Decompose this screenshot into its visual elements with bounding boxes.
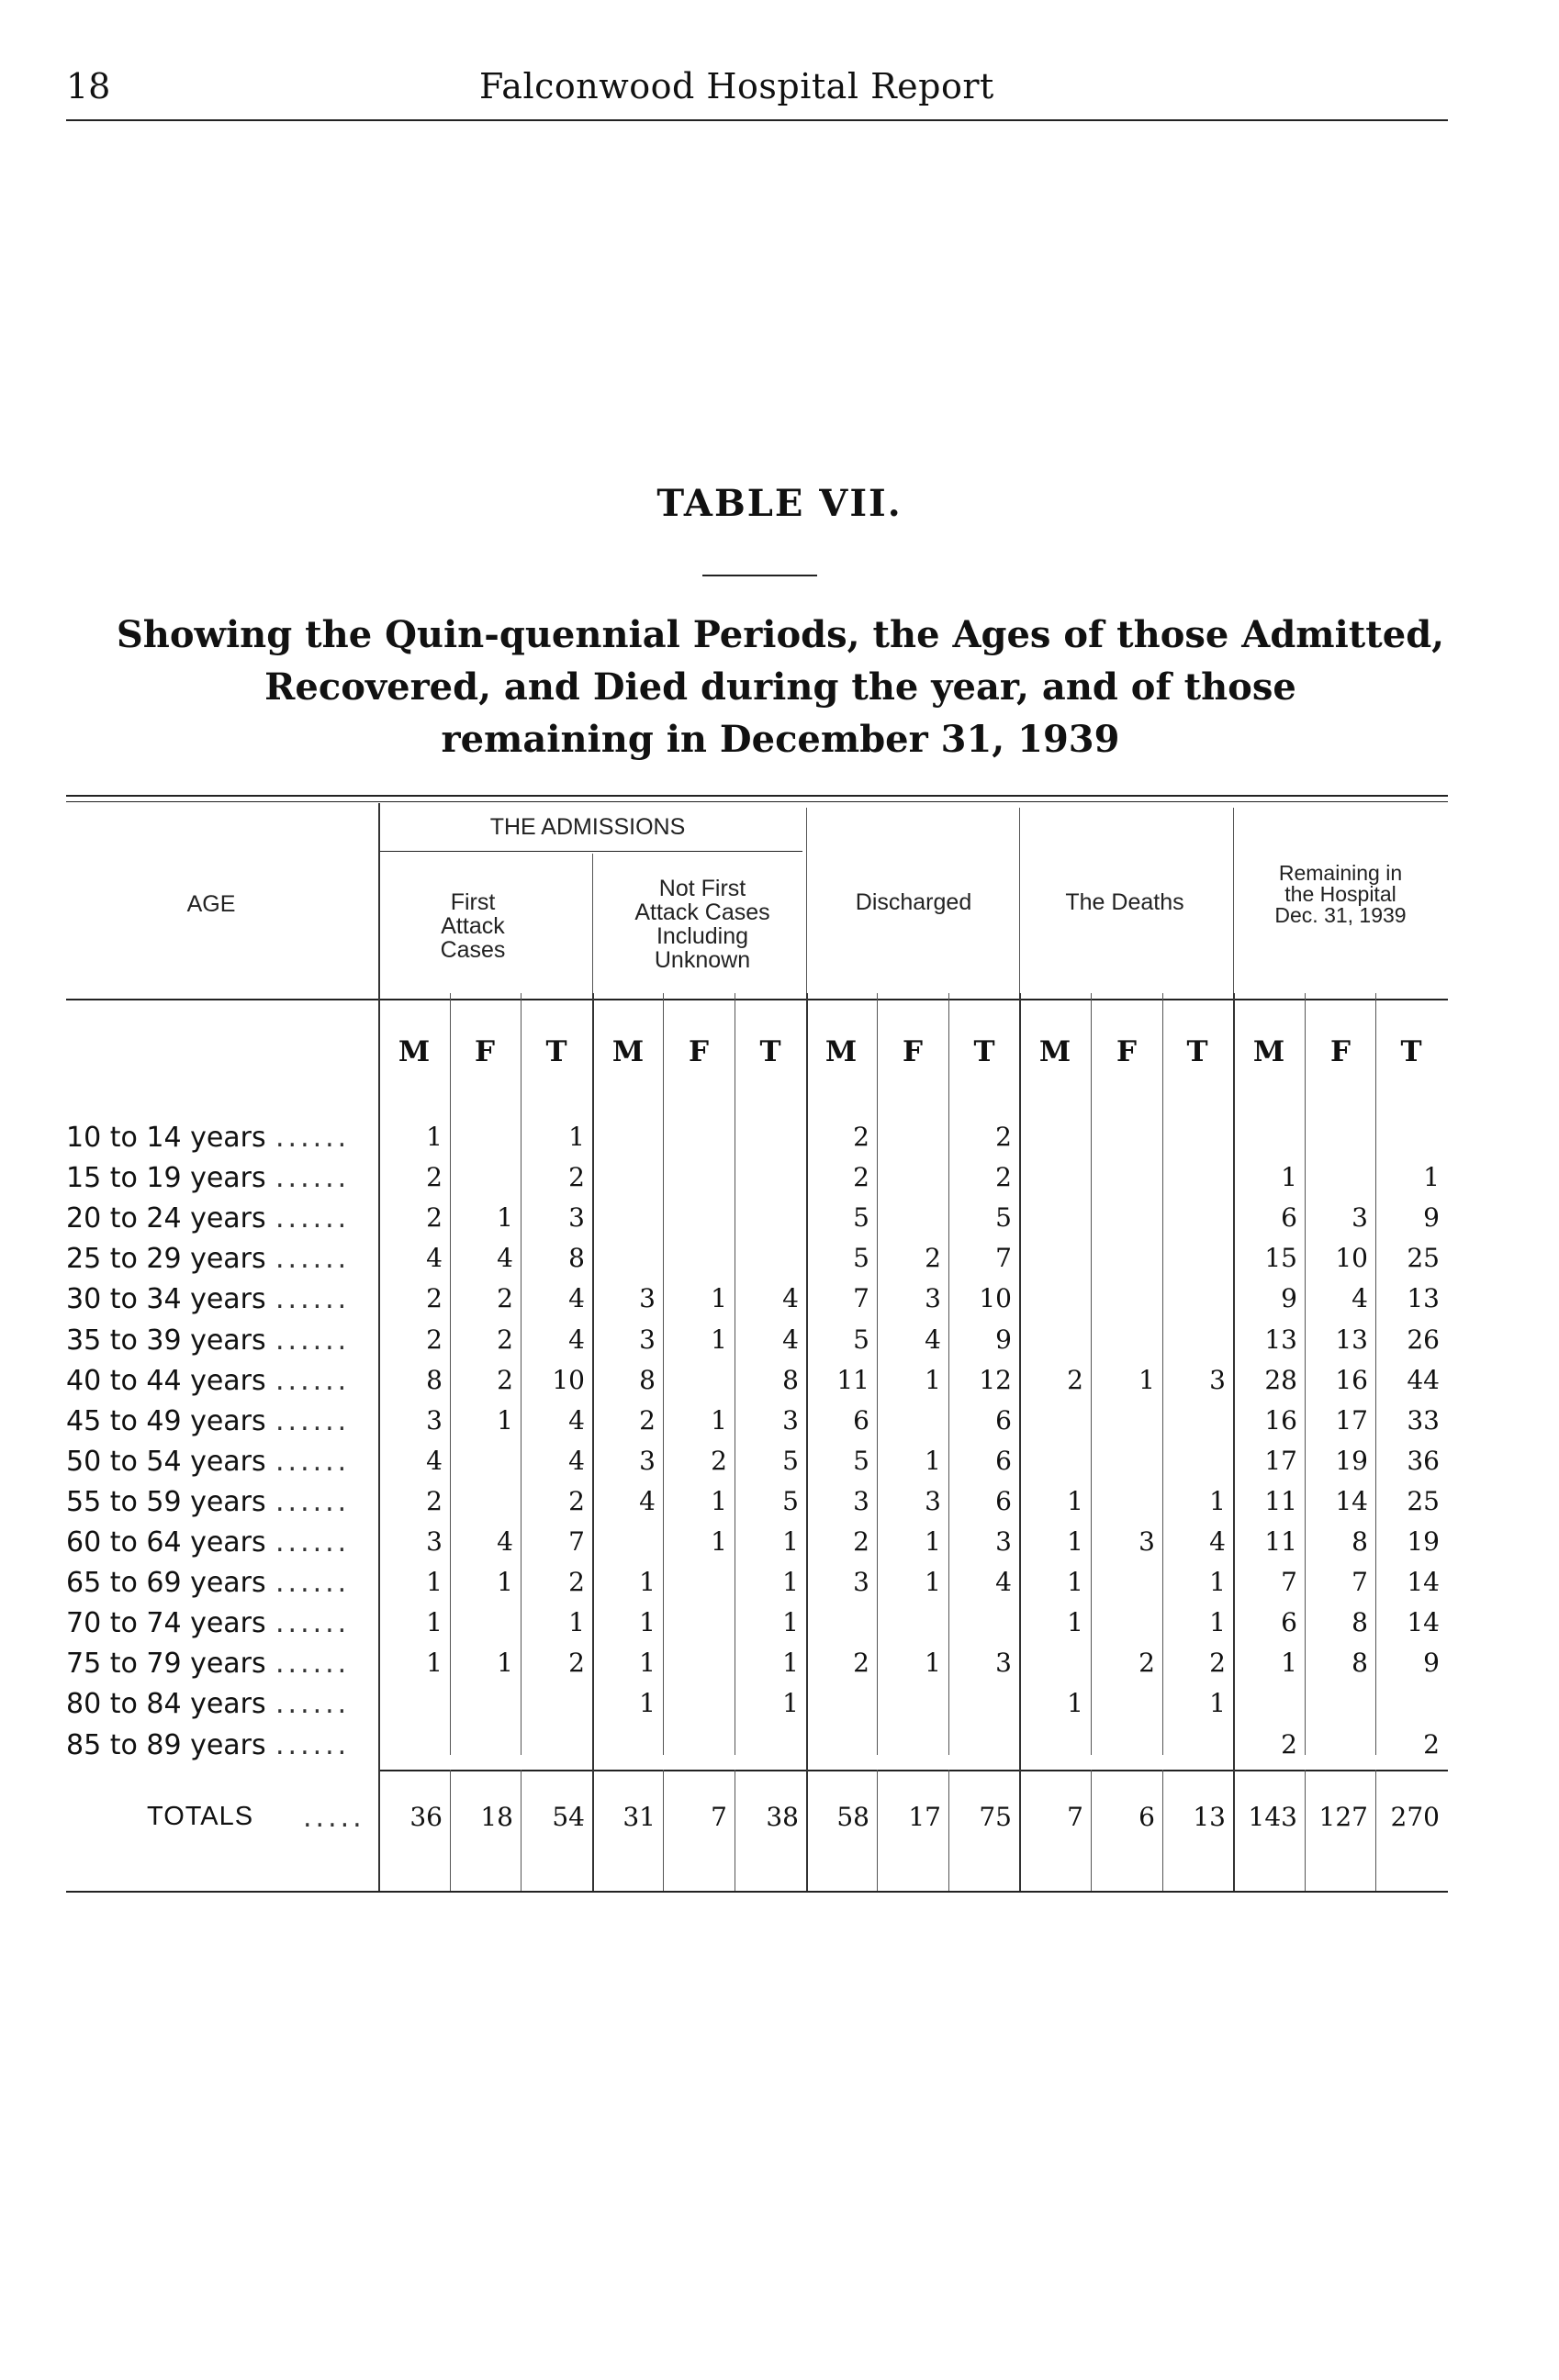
age-group-label: 40 to 44 years — [66, 1365, 266, 1397]
total-cell: 36 — [409, 1802, 443, 1832]
table-cell: 4 — [497, 1243, 513, 1273]
table-cell: 1 — [426, 1648, 443, 1678]
total-cell: 75 — [979, 1802, 1012, 1832]
table-cell: 1 — [639, 1567, 656, 1597]
table-cell: 2 — [568, 1567, 585, 1597]
total-cell: 127 — [1318, 1802, 1368, 1832]
table-cell: 3 — [853, 1567, 869, 1597]
sub-column-label: T — [759, 1035, 781, 1068]
sub-column-label: T — [973, 1035, 995, 1068]
table-cell: 2 — [853, 1122, 869, 1152]
table-cell: 4 — [782, 1324, 799, 1355]
table-cell: 6 — [995, 1446, 1012, 1476]
table-cell: 1 — [925, 1567, 941, 1597]
table-row — [0, 1365, 1559, 1405]
table-row — [0, 1405, 1559, 1446]
table-cell: 8 — [568, 1243, 585, 1273]
table-cell: 1 — [925, 1365, 941, 1395]
table-cell: 5 — [995, 1202, 1012, 1233]
age-group-label: 70 to 74 years — [66, 1607, 266, 1639]
table-cell: 1 — [1067, 1607, 1083, 1637]
leader-dots: ...... — [275, 1162, 351, 1194]
table-cell: 3 — [639, 1446, 656, 1476]
table-cell: 33 — [1407, 1405, 1440, 1436]
header-line: Cases — [440, 937, 506, 963]
table-cell: 15 — [1264, 1243, 1297, 1273]
table-cell: 2 — [1138, 1648, 1155, 1678]
total-cell: 6 — [1138, 1802, 1155, 1832]
age-group-label: 50 to 54 years — [66, 1446, 266, 1478]
table-cell: 1 — [1067, 1486, 1083, 1516]
age-group-label: 45 to 49 years — [66, 1405, 266, 1437]
age-group-label: 15 to 19 years — [66, 1162, 266, 1194]
table-cell: 1 — [711, 1283, 727, 1313]
header-line: Attack — [441, 913, 505, 939]
discharged-header: Discharged — [855, 889, 972, 915]
table-cell: 2 — [426, 1202, 443, 1233]
header-divider — [806, 808, 807, 999]
table-cell: 3 — [1352, 1202, 1368, 1233]
table-cell: 1 — [497, 1202, 513, 1233]
sub-column-label: F — [688, 1035, 709, 1068]
table-cell: 10 — [1335, 1243, 1368, 1273]
table-cell: 1 — [1067, 1688, 1083, 1718]
table-cell: 10 — [552, 1365, 585, 1395]
table-cell: 6 — [995, 1486, 1012, 1516]
table-subtitle — [101, 609, 1460, 765]
table-cell: 2 — [1209, 1648, 1226, 1678]
table-cell: 3 — [568, 1202, 585, 1233]
age-group-label: 20 to 24 years — [66, 1202, 266, 1235]
leader-dots: ...... — [275, 1405, 351, 1437]
subtitle-line: Recovered, and Died during the year, and of those — [264, 665, 1296, 709]
table-cell: 4 — [925, 1324, 941, 1355]
table-cell: 8 — [782, 1365, 799, 1395]
age-group-label: 60 to 64 years — [66, 1526, 266, 1559]
totals-label: TOTALS — [147, 1802, 254, 1831]
table-cell: 6 — [995, 1405, 1012, 1436]
table-cell: 3 — [1138, 1526, 1155, 1557]
not-first-attack-header — [606, 877, 799, 972]
table-cell: 2 — [426, 1162, 443, 1192]
page-number: 18 — [66, 66, 111, 106]
remaining-header — [1239, 863, 1441, 926]
leader-dots: ...... — [275, 1365, 351, 1397]
header-line: Including — [656, 923, 749, 949]
table-cell: 3 — [426, 1405, 443, 1436]
header-divider — [1019, 808, 1020, 999]
table-row — [0, 1688, 1559, 1728]
table-cell: 11 — [1264, 1526, 1297, 1557]
sub-column-label: M — [824, 1035, 858, 1068]
table-cell: 19 — [1407, 1526, 1440, 1557]
table-row — [0, 1607, 1559, 1648]
table-cell: 3 — [426, 1526, 443, 1557]
table-cell: 25 — [1407, 1486, 1440, 1516]
table-title: TABLE VII. — [656, 482, 903, 525]
age-header: AGE — [186, 891, 236, 917]
table-row — [0, 1446, 1559, 1486]
table-cell: 7 — [1352, 1567, 1368, 1597]
leader-dots: ...... — [275, 1729, 351, 1761]
table-cell: 1 — [1209, 1607, 1226, 1637]
table-cell: 9 — [1281, 1283, 1297, 1313]
table-cell: 4 — [426, 1243, 443, 1273]
total-cell: 17 — [908, 1802, 941, 1832]
age-group-label: 75 to 79 years — [66, 1648, 266, 1680]
table-cell: 2 — [853, 1162, 869, 1192]
table-cell: 2 — [426, 1324, 443, 1355]
table-cell: 4 — [568, 1324, 585, 1355]
table-cell: 36 — [1407, 1446, 1440, 1476]
table-cell: 14 — [1407, 1567, 1440, 1597]
table-cell: 1 — [1067, 1526, 1083, 1557]
table-cell: 1 — [426, 1567, 443, 1597]
table-cell: 2 — [995, 1122, 1012, 1152]
table-cell: 2 — [497, 1283, 513, 1313]
table-cell: 17 — [1335, 1405, 1368, 1436]
title-divider — [702, 575, 817, 576]
table-cell: 1 — [1281, 1162, 1297, 1192]
age-group-label: 80 to 84 years — [66, 1688, 266, 1720]
leader-dots: ...... — [275, 1486, 351, 1518]
table-cell: 8 — [1352, 1648, 1368, 1678]
leader-dots: ..... — [303, 1802, 365, 1834]
table-cell: 5 — [853, 1202, 869, 1233]
table-cell: 9 — [1423, 1202, 1440, 1233]
table-row — [0, 1283, 1559, 1324]
table-cell: 2 — [853, 1526, 869, 1557]
total-cell: 7 — [711, 1802, 727, 1832]
table-cell: 13 — [1335, 1324, 1368, 1355]
header-line: Unknown — [654, 947, 751, 973]
table-cell: 1 — [568, 1122, 585, 1152]
table-cell: 7 — [1281, 1567, 1297, 1597]
table-cell: 1 — [782, 1567, 799, 1597]
table-cell: 1 — [1209, 1567, 1226, 1597]
header-bottom-rule — [66, 999, 1448, 1000]
table-cell: 1 — [497, 1567, 513, 1597]
age-group-label: 25 to 29 years — [66, 1243, 266, 1275]
first-attack-header — [404, 890, 542, 962]
admissions-rule — [378, 851, 802, 852]
sub-column-label: M — [611, 1035, 645, 1068]
age-group-label: 85 to 89 years — [66, 1729, 266, 1761]
table-cell: 4 — [1352, 1283, 1368, 1313]
table-cell: 6 — [853, 1405, 869, 1436]
table-cell: 2 — [568, 1648, 585, 1678]
table-cell: 9 — [1423, 1648, 1440, 1678]
table-cell: 3 — [925, 1283, 941, 1313]
header-divider — [592, 854, 593, 999]
table-cell: 14 — [1335, 1486, 1368, 1516]
table-cell: 14 — [1407, 1607, 1440, 1637]
header-line: Not First — [658, 876, 746, 901]
table-row — [0, 1526, 1559, 1567]
table-cell: 3 — [639, 1324, 656, 1355]
table-cell: 1 — [639, 1607, 656, 1637]
table-cell: 4 — [782, 1283, 799, 1313]
leader-dots: ...... — [275, 1122, 351, 1154]
leader-dots: ...... — [275, 1648, 351, 1680]
leader-dots: ...... — [275, 1688, 351, 1720]
table-cell: 7 — [995, 1243, 1012, 1273]
table-cell: 10 — [979, 1283, 1012, 1313]
header-divider — [1233, 808, 1234, 999]
leader-dots: ...... — [275, 1202, 351, 1235]
table-cell: 8 — [1352, 1526, 1368, 1557]
table-cell: 4 — [568, 1446, 585, 1476]
table-cell: 19 — [1335, 1446, 1368, 1476]
table-cell: 2 — [1423, 1729, 1440, 1760]
table-row — [0, 1324, 1559, 1365]
table-cell: 2 — [497, 1365, 513, 1395]
table-top-rule-inner — [66, 801, 1448, 802]
table-cell: 4 — [568, 1405, 585, 1436]
table-cell: 1 — [1423, 1162, 1440, 1192]
table-cell: 1 — [426, 1607, 443, 1637]
table-cell: 1 — [711, 1526, 727, 1557]
table-cell: 1 — [1281, 1648, 1297, 1678]
table-cell: 3 — [995, 1648, 1012, 1678]
table-cell: 11 — [1264, 1486, 1297, 1516]
table-cell: 1 — [1209, 1486, 1226, 1516]
table-cell: 2 — [853, 1648, 869, 1678]
table-cell: 2 — [925, 1243, 941, 1273]
sub-column-label: T — [1186, 1035, 1208, 1068]
header-line: First — [450, 889, 496, 915]
total-cell: 143 — [1248, 1802, 1297, 1832]
table-cell: 16 — [1335, 1365, 1368, 1395]
table-cell: 5 — [853, 1243, 869, 1273]
table-row — [0, 1486, 1559, 1526]
table-cell: 1 — [1209, 1688, 1226, 1718]
page-header — [66, 62, 1448, 121]
leader-dots: ...... — [275, 1283, 351, 1315]
table-cell: 7 — [853, 1283, 869, 1313]
table-cell: 5 — [782, 1486, 799, 1516]
total-cell: 270 — [1390, 1802, 1440, 1832]
table-row — [0, 1243, 1559, 1283]
table-row — [0, 1162, 1559, 1202]
table-cell: 1 — [925, 1526, 941, 1557]
header-line: Attack Cases — [634, 899, 770, 925]
sub-column-label: T — [1400, 1035, 1422, 1068]
table-cell: 44 — [1407, 1365, 1440, 1395]
table-cell: 26 — [1407, 1324, 1440, 1355]
age-group-label: 55 to 59 years — [66, 1486, 266, 1518]
table-cell: 4 — [568, 1283, 585, 1313]
table-cell: 12 — [979, 1365, 1012, 1395]
table-cell: 3 — [1209, 1365, 1226, 1395]
table-cell: 2 — [639, 1405, 656, 1436]
sub-column-label: F — [1116, 1035, 1137, 1068]
table-cell: 1 — [711, 1405, 727, 1436]
table-cell: 2 — [568, 1486, 585, 1516]
total-cell: 18 — [480, 1802, 513, 1832]
age-group-label: 30 to 34 years — [66, 1283, 266, 1315]
sub-column-label: F — [474, 1035, 495, 1068]
table-cell: 7 — [568, 1526, 585, 1557]
table-cell: 16 — [1264, 1405, 1297, 1436]
table-cell: 2 — [568, 1162, 585, 1192]
table-cell: 13 — [1407, 1283, 1440, 1313]
table-cell: 3 — [782, 1405, 799, 1436]
table-cell: 4 — [995, 1567, 1012, 1597]
leader-dots: ...... — [275, 1526, 351, 1559]
table-cell: 5 — [782, 1446, 799, 1476]
table-cell: 1 — [639, 1648, 656, 1678]
total-cell: 31 — [622, 1802, 656, 1832]
table-cell: 4 — [426, 1446, 443, 1476]
table-cell: 6 — [1281, 1202, 1297, 1233]
table-cell: 13 — [1264, 1324, 1297, 1355]
table-cell: 1 — [711, 1324, 727, 1355]
table-cell: 1 — [1067, 1567, 1083, 1597]
header-line: Remaining in — [1278, 861, 1403, 885]
table-cell: 1 — [497, 1648, 513, 1678]
running-title: Falconwood Hospital Report — [479, 66, 994, 106]
age-group-label: 65 to 69 years — [66, 1567, 266, 1599]
leader-dots: ...... — [275, 1607, 351, 1639]
table-cell: 1 — [639, 1688, 656, 1718]
table-cell: 2 — [426, 1486, 443, 1516]
total-cell: 58 — [836, 1802, 869, 1832]
table-cell: 2 — [1281, 1729, 1297, 1760]
table-cell: 5 — [853, 1446, 869, 1476]
table-cell: 1 — [426, 1122, 443, 1152]
header-line: Dec. 31, 1939 — [1274, 903, 1407, 927]
sub-column-label: F — [1329, 1035, 1351, 1068]
leader-dots: ...... — [275, 1324, 351, 1357]
table-cell: 1 — [1138, 1365, 1155, 1395]
totals-top-rule — [378, 1770, 1448, 1771]
table-cell: 1 — [497, 1405, 513, 1436]
table-cell: 11 — [836, 1365, 869, 1395]
table-cell: 3 — [853, 1486, 869, 1516]
table-bottom-rule — [66, 1891, 1448, 1893]
total-cell: 13 — [1193, 1802, 1226, 1832]
table-cell: 9 — [995, 1324, 1012, 1355]
age-group-label: 10 to 14 years — [66, 1122, 266, 1154]
total-cell: 38 — [766, 1802, 799, 1832]
table-cell: 5 — [853, 1324, 869, 1355]
table-cell: 2 — [497, 1324, 513, 1355]
header-line: the Hospital — [1284, 882, 1396, 906]
leader-dots: ...... — [275, 1567, 351, 1599]
sub-column-label: M — [398, 1035, 431, 1068]
table-row — [0, 1567, 1559, 1607]
sub-column-label: T — [545, 1035, 567, 1068]
table-cell: 3 — [995, 1526, 1012, 1557]
sub-column-label: F — [902, 1035, 923, 1068]
leader-dots: ...... — [275, 1446, 351, 1478]
table-cell: 28 — [1264, 1365, 1297, 1395]
total-cell: 7 — [1067, 1802, 1083, 1832]
table-cell: 1 — [568, 1607, 585, 1637]
table-cell: 6 — [1281, 1607, 1297, 1637]
table-top-rule — [66, 795, 1448, 797]
total-cell: 54 — [552, 1802, 585, 1832]
subtitle-line: Showing the Quin-quennial Periods, the Ages of those Admitted, — [116, 613, 1445, 656]
sub-column-label: M — [1038, 1035, 1071, 1068]
table-cell: 4 — [639, 1486, 656, 1516]
table-row-totals — [0, 1802, 1559, 1842]
table-row — [0, 1648, 1559, 1688]
table-row — [0, 1729, 1559, 1770]
table-row — [0, 1122, 1559, 1162]
table-cell: 1 — [782, 1648, 799, 1678]
table-cell: 17 — [1264, 1446, 1297, 1476]
table-cell: 25 — [1407, 1243, 1440, 1273]
table-cell: 3 — [925, 1486, 941, 1516]
table-cell: 2 — [995, 1162, 1012, 1192]
admissions-header: THE ADMISSIONS — [489, 814, 686, 840]
subtitle-line: remaining in December 31, 1939 — [441, 718, 1120, 761]
table-cell: 3 — [639, 1283, 656, 1313]
table-cell: 2 — [711, 1446, 727, 1476]
table-cell: 8 — [639, 1365, 656, 1395]
table-cell: 1 — [925, 1648, 941, 1678]
table-cell: 1 — [782, 1526, 799, 1557]
table-cell: 1 — [782, 1607, 799, 1637]
table-cell: 2 — [1067, 1365, 1083, 1395]
table-cell: 4 — [1209, 1526, 1226, 1557]
table-cell: 1 — [925, 1446, 941, 1476]
table-cell: 1 — [711, 1486, 727, 1516]
deaths-header: The Deaths — [1065, 889, 1184, 915]
age-group-label: 35 to 39 years — [66, 1324, 266, 1357]
leader-dots: ...... — [275, 1243, 351, 1275]
table-cell: 1 — [782, 1688, 799, 1718]
table-cell: 8 — [1352, 1607, 1368, 1637]
table-cell: 8 — [426, 1365, 443, 1395]
table-row — [0, 1202, 1559, 1243]
table-cell: 4 — [497, 1526, 513, 1557]
table-cell: 2 — [426, 1283, 443, 1313]
sub-column-label: M — [1252, 1035, 1285, 1068]
